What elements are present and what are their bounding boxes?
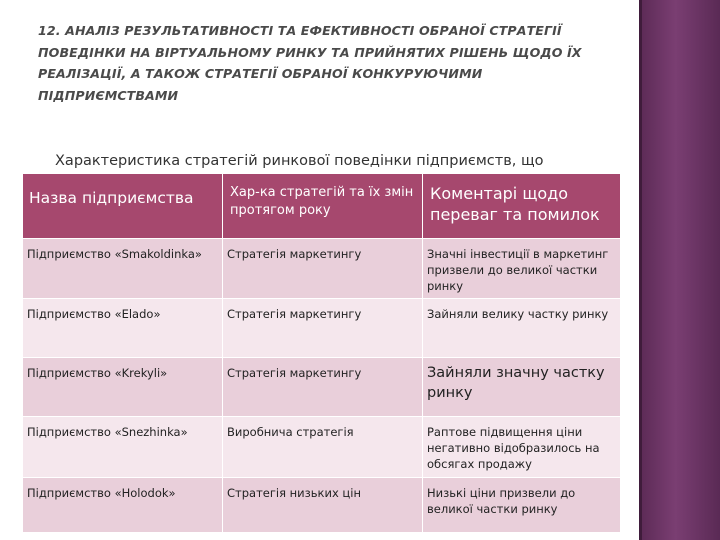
cell-comment: Значні інвестиції в маркетинг призвели до великої частки ринку [423, 239, 621, 299]
cell-comment: Зайняли значну частку ринку [423, 358, 621, 417]
cell-company: Підприємство «Elado» [23, 299, 223, 358]
cell-comment: Раптове підвищення ціни негативно відобразилось на обсягах продажу [423, 417, 621, 478]
header-company: Назва підприємства [23, 174, 223, 239]
cell-company: Підприємство «Smakoldinka» [23, 239, 223, 299]
cell-strategy: Стратегія маркетингу [223, 299, 423, 358]
cell-comment: Низькі ціни призвели до великої частки ринку [423, 478, 621, 533]
table-row [23, 299, 621, 358]
slide-title: 12. АНАЛІЗ РЕЗУЛЬТАТИВНОСТІ ТА ЕФЕКТИВНОСТІ ОБРАНОЇ СТРАТЕГІЇ ПОВЕДІНКИ НА ВІРТУАЛЬНОМУ РИНКУ ТА ПРИЙНЯТИХ РІШЕНЬ ЩОДО ЇХ РЕАЛІЗАЦІЇ, А ТАКОЖ СТРАТЕГІЇ ОБРАНОЇ КОНКУРУЮЧИМИ ПІДПРИЄМСТВАМИ [38, 23, 582, 103]
table-header-row [23, 174, 621, 239]
cell-strategy: Стратегія маркетингу [223, 239, 423, 299]
cell-company: Підприємство «Krekyli» [23, 358, 223, 417]
table-row [23, 358, 621, 417]
cell-company: Підприємство «Holodok» [23, 478, 223, 533]
cell-strategy: Стратегія маркетингу [223, 358, 423, 417]
cell-company: Підприємство «Snezhinka» [23, 417, 223, 478]
strategy-table [22, 173, 621, 533]
header-comments: Коментарі щодо переваг та помилок [423, 174, 621, 239]
cell-strategy: Стратегія низьких цін [223, 478, 423, 533]
table-row [23, 239, 621, 299]
cell-strategy: Виробнича стратегія [223, 417, 423, 478]
cell-comment: Зайняли велику частку ринку [423, 299, 621, 358]
table-row [23, 478, 621, 533]
table-caption: Характеристика стратегій ринкової поведінки підприємств, що [55, 153, 544, 169]
decorative-sidebar [639, 0, 720, 540]
table-row [23, 417, 621, 478]
header-strategy: Хар-ка стратегій та їх змін протягом року [223, 174, 423, 239]
